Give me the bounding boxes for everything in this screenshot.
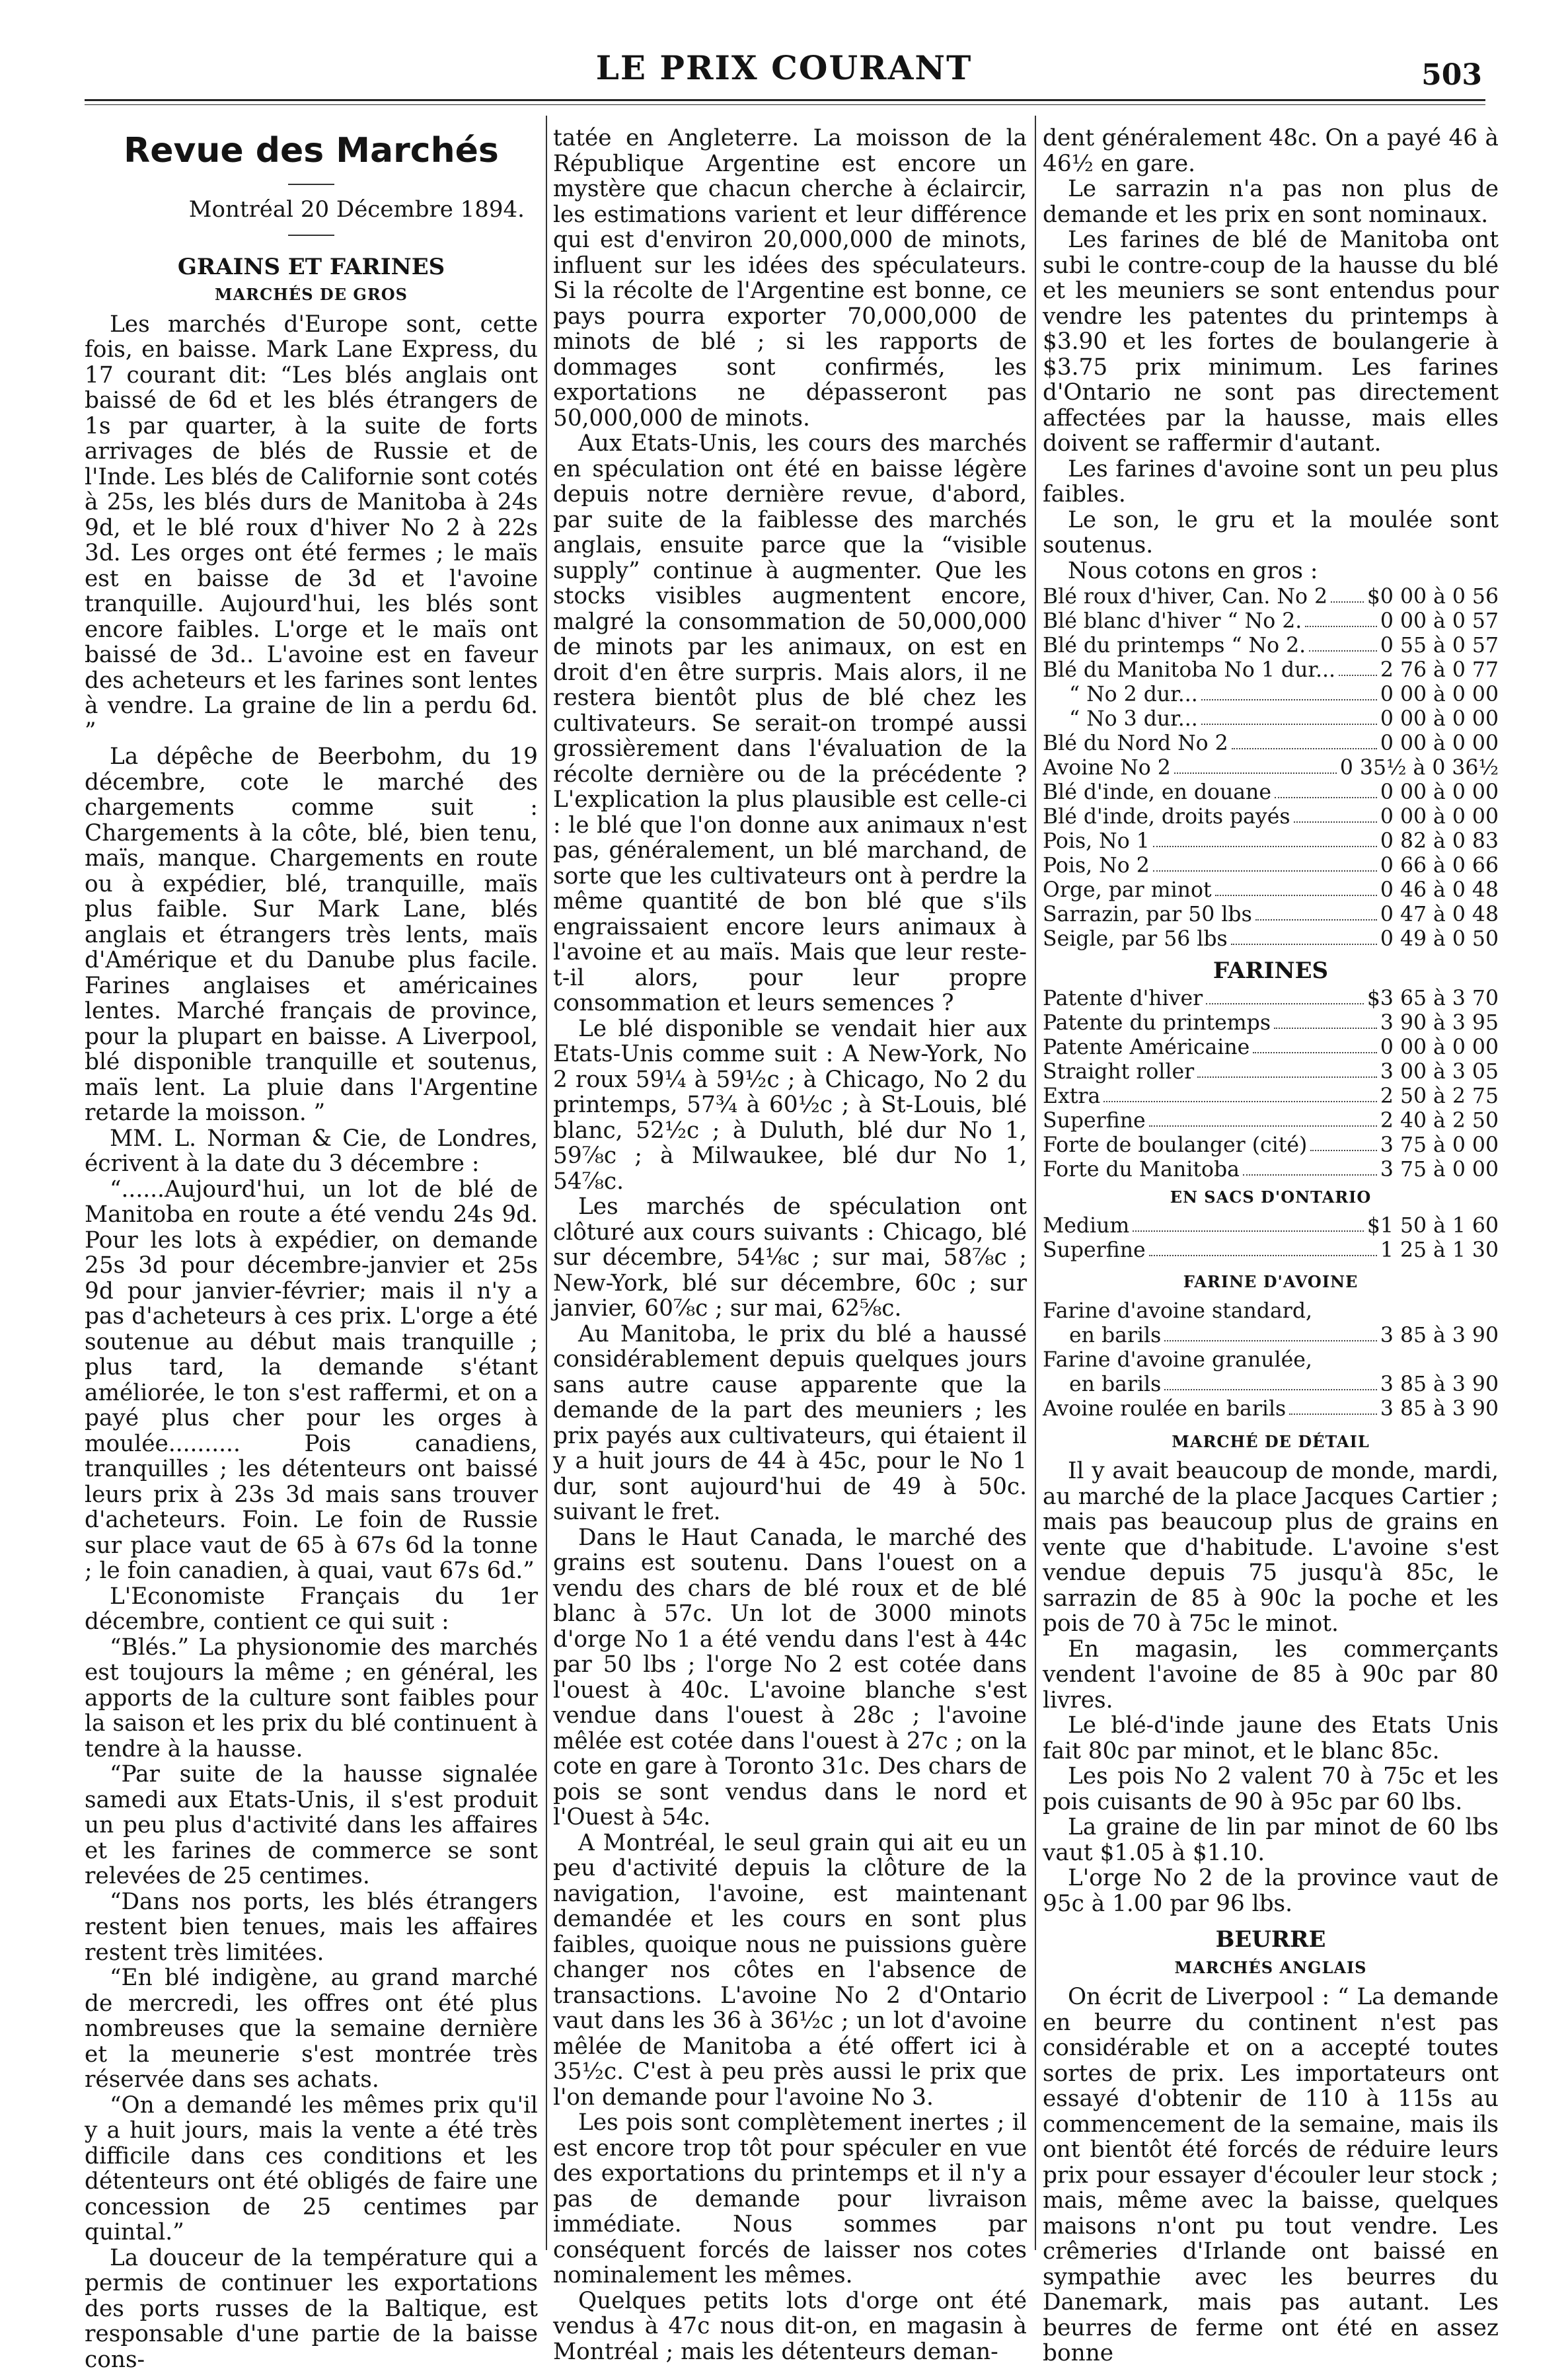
price-value: 0 47 à 0 48 (1380, 903, 1499, 926)
price-row (1043, 1373, 1499, 1397)
price-label: Avoine No 2 (1043, 756, 1171, 780)
column-2 (553, 125, 1027, 2365)
paragraph: Le sarrazin n'a pas non plus de demande et les prix en sont nominaux. (1043, 176, 1499, 228)
price-row (1043, 927, 1499, 952)
price-label: Farine d'avoine granulée, (1043, 1347, 1312, 1372)
paragraph: Le son, le gru et la moulée sont soutenus. (1043, 506, 1499, 558)
price-label: Blé du Manitoba No 1 dur... (1043, 658, 1335, 682)
price-value: 0 00 à 0 00 (1380, 683, 1499, 706)
farines-price-table (1043, 987, 1499, 1182)
leader-dots (1164, 1340, 1377, 1341)
price-value: 3 75 à 0 00 (1380, 1157, 1499, 1182)
price-label: Medium (1043, 1214, 1130, 1238)
subsection-heading: FARINE D'AVOINE (1183, 1272, 1359, 1291)
price-value: 3 85 à 3 90 (1380, 1396, 1499, 1421)
price-row (1043, 829, 1499, 854)
paragraph: Les farines de blé de Manitoba ont subi le contre-coup de la hausse du blé et les meuniers se sont entendus pour vendre les patentes du printemps à $3.90 et les fortes de boulangerie à $3.75 prix minimum. Les farines d'Ontario ne sont pas directement affectées par la hausse, mais elles doivent se raffermir d'autant. (1043, 227, 1499, 457)
paragraph: On écrit de Liverpool : “ La demande en beurre du continent n'est pas considérable et on a accepté toutes sortes de prix. Les importateurs ont essayé d'obtenir de 110 à 115s au commencement de la semaine, mais ils ont bientôt été forcés de réduire leurs prix pour essayer d'écouler leur stock ; mais, même avec la baisse, quelques maisons n'ont pu tout vendre. Les crêmeries d'Irlande ont baissé en sympathie avec les beurres du Danemark, mais pas autant. Les beurres de ferme ont été en assez bonne (1043, 1984, 1499, 2366)
leader-dots (1243, 1174, 1377, 1176)
price-label: Forte de boulanger (cité) (1043, 1133, 1308, 1157)
price-value: $1 50 à 1 60 (1366, 1214, 1499, 1238)
leader-dots (1289, 1413, 1377, 1415)
leader-dots (1133, 1230, 1364, 1232)
price-row (1043, 1084, 1499, 1109)
leader-dots (1201, 724, 1377, 725)
price-value: 0 00 à 0 00 (1380, 732, 1499, 755)
price-value: 0 55 à 0 57 (1380, 634, 1499, 658)
price-row (1043, 805, 1499, 829)
article-title: Revue des Marchés (124, 131, 499, 170)
price-value: 0 46 à 0 48 (1380, 878, 1499, 902)
price-value: 2 76 à 0 77 (1380, 658, 1499, 682)
price-row (1043, 585, 1499, 609)
paragraph: En magasin, les commerçants vendent l'avoine de 85 à 90c par 80 livres. (1043, 1636, 1499, 1714)
paragraph: MM. L. Norman & Cie, de Londres, écrivent à la date du 3 décembre : (85, 1125, 538, 1177)
price-row (1043, 987, 1499, 1011)
paragraph: Les pois sont complètement inertes ; il est encore trop tôt pour spéculer en vue des exportations du printemps et il n'y a pas de demande pour livraison immédiate. Nous sommes par conséquent forcés de laisser nos cotes nominalement les mêmes. (553, 2109, 1027, 2288)
paragraph: Aux Etats-Unis, les cours des marchés en spéculation ont été en baisse légère depuis notre dernière revue, d'abord, par suite de la faiblesse des marchés anglais, ensuite parce que la “visible supply” continue à augmenter. Que les stocks visibles augmentent encore, malgré la consommation de 50,000,000 de minots par les animaux, on est en droit d'en être surpris. Mais alors, il ne restera bientôt plus de blé chez les cultivateurs. Se serait-on trompé aussi grossièrement dans l'évaluation de la récolte dernière ou de la précédente ? L'explication la plus plausible est celle-ci : le blé que l'on donne aux animaux n'est pas, généralement, un blé marchand, de sorte que les cultivateurs ont à perdre la même quantité de bon blé que s'ils engraissaient encore leurs animaux à l'avoine et au maïs. Mais que leur reste-t-il alors, pour leur propre consommation et leurs semences ? (553, 430, 1027, 1016)
price-row (1043, 756, 1499, 780)
price-row (1043, 1109, 1499, 1133)
paragraph: Les farines d'avoine sont un peu plus faibles. (1043, 455, 1499, 508)
leader-dots (1253, 1052, 1377, 1053)
price-label: Farine d'avoine standard, (1043, 1299, 1313, 1323)
price-row (1043, 1133, 1499, 1158)
leader-dots (1174, 772, 1337, 774)
price-row (1043, 609, 1499, 634)
price-label: Pois, No 1 (1043, 829, 1150, 853)
paragraph: L'orge No 2 de la province vaut de 95c à 1.00 par 96 lbs. (1043, 1865, 1499, 1917)
price-label: Blé roux d'hiver, Can. No 2 (1043, 585, 1327, 609)
price-row (1043, 878, 1499, 903)
price-row (1043, 1011, 1499, 1036)
paragraph: dent généralement 48c. On a payé 46 à 46½ en gare. (1043, 125, 1499, 177)
section-heading: FARINES (1213, 958, 1329, 984)
paragraph: Quelques petits lots d'orge ont été vendus à 47c nous dit-on, en magasin à Montréal ; mais les détenteurs deman- (553, 2287, 1027, 2365)
paragraph: Dans le Haut Canada, le marché des grains est soutenu. Dans l'ouest on a vendu des chars de blé roux et de blé blanc à 57c. Un lot de 3000 minots d'orge No 1 a été vendu dans l'est à 44c par 50 lbs ; l'orge No 2 est cotée dans l'ouest à 40c. L'avoine blanche s'est vendue dans l'ouest à 28c ; l'avoine mêlée est cotée dans l'ouest à 27c ; on la cote en gare à Toronto 31c. Des chars de pois se sont vendus dans le nord et l'Ouest à 54c. (553, 1524, 1027, 1830)
price-label: Patente d'hiver (1043, 986, 1203, 1010)
divider (288, 235, 334, 236)
paragraph: L'Economiste Français du 1er décembre, contient ce qui suit : (85, 1583, 538, 1635)
column-1 (85, 126, 538, 2373)
subsection-heading: EN SACS D'ONTARIO (1170, 1187, 1372, 1207)
price-value: 3 85 à 3 90 (1380, 1372, 1499, 1396)
price-row (1043, 1158, 1499, 1182)
leader-dots (1149, 1255, 1377, 1256)
price-value: 3 90 à 3 95 (1380, 1010, 1499, 1035)
price-label: Pois, No 2 (1043, 854, 1150, 878)
paragraph: “En blé indigène, au grand marché de mercredi, les offres ont été plus nombreuses que la semaine dernière et la meunerie s'est montrée très réservée dans ses achats. (85, 1965, 538, 2093)
price-value: 2 40 à 2 50 (1380, 1108, 1499, 1133)
column-divider (1035, 116, 1036, 2250)
journal-title: LE PRIX COURANT (595, 48, 973, 87)
paragraph: “......Aujourd'hui, un lot de blé de Manitoba en route a été vendu 24s 9d. Pour les lots à expédier, on demande 25s 3d pour décembre-janvier et 25s 9d pour janvier-février; mais il n'y a pas d'acheteurs à ces prix. L'orge a été soutenue au début mais tranquille ; plus tard, la demande s'étant améliorée, le ton s'est raffermi, et on a payé plus cher pour les orges à moulée.......... Pois canadiens, tranquilles ; les détenteurs ont baissé leurs prix à 23s 3d mais sans trouver d'acheteurs. Foin. Le foin de Russie sur place vaut de 65 à 67s 6d la tonne ; le foin canadien, à quai, vaut 67s 6d.” (85, 1176, 538, 1584)
leader-dots (1232, 748, 1377, 749)
price-label: Blé du printemps “ No 2. (1043, 634, 1306, 658)
price-row (1043, 780, 1499, 805)
cotons-intro: Nous cotons en gros : (1068, 557, 1318, 584)
price-value: 0 35½ à 0 36½ (1339, 756, 1499, 780)
paragraph: La graine de lin par minot de 60 lbs vaut $1.05 à $1.10. (1043, 1814, 1499, 1866)
paragraph: Les marchés de spéculation ont clôturé aux cours suivants : Chicago, blé sur décembre, 54⅛c ; sur mai, 58⅞c ; New-York, blé sur décembre, 60c ; sur janvier, 60⅞c ; sur mai, 62⅝c. (553, 1193, 1027, 1322)
paragraph: “Dans nos ports, les blés étrangers restent bien tenues, mais les affaires restent très limitées. (85, 1888, 538, 1966)
leader-dots (1153, 846, 1377, 847)
price-row (1043, 854, 1499, 878)
paragraph: Le blé-d'inde jaune des Etats Unis fait 80c par minot, et le blanc 85c. (1043, 1712, 1499, 1764)
paragraph: Les marchés d'Europe sont, cette fois, en baisse. Mark Lane Express, du 17 courant dit: “Les blés anglais ont baissé de 6d et les blés étrangers de 1s par quarter, à la suite de forts arrivages de blés de Russie et de l'Inde. Les blés de Californie sont cotés à 25s, les blés durs de Manitoba à 24s 9d, et le blé roux d'hiver No 2 à 22s 3d. Les orges ont été fermes ; le maïs est en baisse de 3d et l'avoine tranquille. Aujourd'hui, les blés sont encore faibles. L'orge et le maïs ont baissé de 3d.. L'avoine est en faveur des acheteurs et les farines sont lentes à vendre. La graine de lin a perdu 6d. ” (85, 311, 538, 745)
avoine-price-table (1043, 1299, 1499, 1421)
price-label: “ No 2 dur... (1069, 683, 1198, 706)
price-label: Superfine (1043, 1108, 1146, 1133)
paragraph: La dépêche de Beerbohm, du 19 décembre, cote le marché des chargements comme suit : Chargements à la côte, blé, bien tenu, maïs, manque. Chargements en route ou à expédier, blé, tranquille, maïs plus faible. Sur Mark Lane, blés anglais et étrangers très lents, maïs d'Amérique et du Danube plus facile. Farines anglaises et américaines lentes. Marché français de province, pour la plupart en baisse. A Liverpool, blé disponible tranquille et soutenus, maïs lent. La pluie dans l'Argentine retarde la moisson. ” (85, 743, 538, 1126)
price-label: Patente du printemps (1043, 1010, 1271, 1035)
price-row (1043, 634, 1499, 658)
price-row (1043, 1324, 1499, 1348)
leader-dots (1206, 1003, 1364, 1004)
leader-dots (1103, 1101, 1377, 1102)
price-value: 1 25 à 1 30 (1380, 1238, 1499, 1262)
price-label: Straight roller (1043, 1059, 1195, 1084)
price-value: $0 00 à 0 56 (1366, 585, 1499, 609)
price-label: Orge, par minot (1043, 878, 1212, 902)
leader-dots (1309, 650, 1377, 652)
leader-dots (1215, 895, 1377, 896)
leader-dots (1164, 1389, 1377, 1390)
price-row (1043, 732, 1499, 756)
sacs-price-table (1043, 1214, 1499, 1263)
price-label: Sarrazin, par 50 lbs (1043, 903, 1252, 926)
paragraph: Il y avait beaucoup de monde, mardi, au marché de la place Jacques Cartier ; mais pas beaucoup plus de grains en vente que d'habitude. L'avoine s'est vendue depuis 75 jusqu'à 85c, le sarrazin de 85 à 90c la poche et les pois de 70 à 75c le minot. (1043, 1458, 1499, 1637)
leader-dots (1274, 1028, 1377, 1029)
price-label: Extra (1043, 1084, 1101, 1108)
price-row (1043, 1238, 1499, 1263)
subsection-heading: MARCHÉS ANGLAIS (1174, 1957, 1367, 1977)
paragraph: Au Manitoba, le prix du blé a haussé considérablement depuis quelques jours sans autre cause apparente que la demande de la part des meuniers ; les prix payés aux cultivateurs, qui étaient il y a huit jours de 44 à 45c, pour le No 1 dur, sont aujourd'hui de 49 à 50c. suivant le fret. (553, 1320, 1027, 1525)
leader-dots (1231, 944, 1377, 945)
leader-dots (1153, 870, 1377, 872)
subsection-heading: MARCHÉ DE DÉTAIL (1172, 1431, 1370, 1451)
paragraph: A Montréal, le seul grain qui ait eu un peu d'activité depuis la clôture de la navigation, l'avoine, est maintenant demandée et les cours en sont plus faibles, quoique nous ne puissions guère changer nos côtes en l'absence de transactions. L'avoine No 2 d'Ontario vaut dans les 36 à 36½c ; un lot d'avoine mêlée de Manitoba a été offert ici à 35½c. C'est à peu près aussi le prix que l'on demande pour l'avoine No 3. (553, 1829, 1027, 2111)
leader-dots (1197, 1076, 1377, 1078)
price-row (1043, 1348, 1499, 1373)
price-label: en barils (1069, 1323, 1162, 1347)
column-3 (1043, 125, 1499, 2366)
price-label: Superfine (1043, 1238, 1146, 1262)
price-row (1043, 658, 1499, 683)
price-value: 0 00 à 0 00 (1380, 1035, 1499, 1059)
price-value: 3 85 à 3 90 (1380, 1323, 1499, 1347)
price-value: 0 00 à 0 00 (1380, 805, 1499, 829)
header-rule-thin (85, 104, 1485, 105)
price-value: $3 65 à 3 70 (1366, 986, 1499, 1010)
leader-dots (1255, 919, 1377, 921)
leader-dots (1331, 601, 1364, 603)
price-label: Blé du Nord No 2 (1043, 732, 1228, 755)
price-value: 3 75 à 0 00 (1380, 1133, 1499, 1157)
divider (288, 184, 334, 185)
price-row (1043, 1060, 1499, 1084)
paragraph: “Blés.” La physionomie des marchés est toujours la même ; en général, les apports de la culture sont faibles pour la saison et les prix du blé continuent à tendre à la hausse. (85, 1634, 538, 1762)
paragraph: “On a demandé les mêmes prix qu'il y a huit jours, mais la vente a été très difficile dans ces conditions et les détenteurs ont été obligés de faire une concession de 25 centimes par quintal.” (85, 2091, 538, 2245)
leader-dots (1294, 821, 1377, 823)
paragraph: La douceur de la température qui a permis de continuer les exportations des ports russes de la Baltique, est responsable d'une partie de la baisse cons- (85, 2244, 538, 2373)
price-label: “ No 3 dur... (1069, 707, 1198, 731)
price-label: Blé blanc d'hiver “ No 2. (1043, 609, 1302, 633)
paragraph: “Par suite de la hausse signalée samedi aux Etats-Unis, il s'est produit un peu plus d'activité dans les affaires et les farines de commerce se sont relevées de 25 centimes. (85, 1761, 538, 1889)
section-heading: GRAINS ET FARINES (177, 253, 445, 280)
price-label: Blé d'inde, droits payés (1043, 805, 1290, 829)
grains-price-table (1043, 585, 1499, 952)
price-value: 0 00 à 0 00 (1380, 780, 1499, 804)
price-label: Patente Américaine (1043, 1035, 1250, 1059)
article-date: Montréal 20 Décembre 1894. (188, 196, 525, 223)
price-row (1043, 1397, 1499, 1421)
price-value: 0 49 à 0 50 (1380, 927, 1499, 951)
page-number: 503 (1421, 58, 1482, 92)
subsection-heading: MARCHÉS DE GROS (214, 285, 408, 304)
price-label: Avoine roulée en barils (1043, 1396, 1287, 1421)
section-heading: BEURRE (1215, 1926, 1326, 1953)
price-label: Forte du Manitoba (1043, 1157, 1240, 1182)
price-row (1043, 903, 1499, 927)
paragraph: tatée en Angleterre. La moisson de la République Argentine est encore un mystère que chacun cherche à éclaircir, les estimations varient et leur différence qui est d'environ 20,000,000 de minots, influent sur les idées des spéculateurs. Si la récolte de l'Argentine est bonne, ce pays pourra exporter 70,000,000 de minots de blé ; si les rapports de dommages sont confirmés, les exportations ne dépasseront pas 50,000,000 de minots. (553, 125, 1027, 432)
column-divider (546, 116, 547, 2250)
leader-dots (1305, 626, 1377, 627)
price-label: Blé d'inde, en douane (1043, 780, 1271, 804)
leader-dots (1339, 675, 1377, 676)
page-header (0, 0, 1568, 99)
price-row (1043, 1036, 1499, 1060)
price-value: 0 00 à 0 57 (1380, 609, 1499, 633)
leader-dots (1310, 1150, 1377, 1151)
price-value: 2 50 à 2 75 (1380, 1084, 1499, 1108)
price-label: en barils (1069, 1372, 1162, 1396)
price-value: 0 82 à 0 83 (1380, 829, 1499, 853)
price-row (1043, 707, 1499, 732)
price-value: 0 00 à 0 00 (1380, 707, 1499, 731)
header-rule (85, 99, 1485, 101)
price-label: Seigle, par 56 lbs (1043, 927, 1228, 951)
leader-dots (1275, 797, 1377, 798)
price-value: 3 00 à 3 05 (1380, 1059, 1499, 1084)
paragraph: Le blé disponible se vendait hier aux Etats-Unis comme suit : A New-York, No 2 roux 59¼ à 59½c ; à Chicago, No 2 du printemps, 57¾ à 60½c ; à St-Louis, blé blanc, 52½c ; à Duluth, blé dur No 1, 59⅞c ; à Milwaukee, blé dur No 1, 54⅞c. (553, 1015, 1027, 1195)
leader-dots (1149, 1125, 1377, 1127)
paragraph: Les pois No 2 valent 70 à 75c et les pois cuisants de 90 à 95c par 60 lbs. (1043, 1763, 1499, 1815)
price-row (1043, 1214, 1499, 1238)
price-row (1043, 683, 1499, 707)
price-row (1043, 1299, 1499, 1324)
price-value: 0 66 à 0 66 (1380, 854, 1499, 878)
leader-dots (1201, 699, 1377, 700)
